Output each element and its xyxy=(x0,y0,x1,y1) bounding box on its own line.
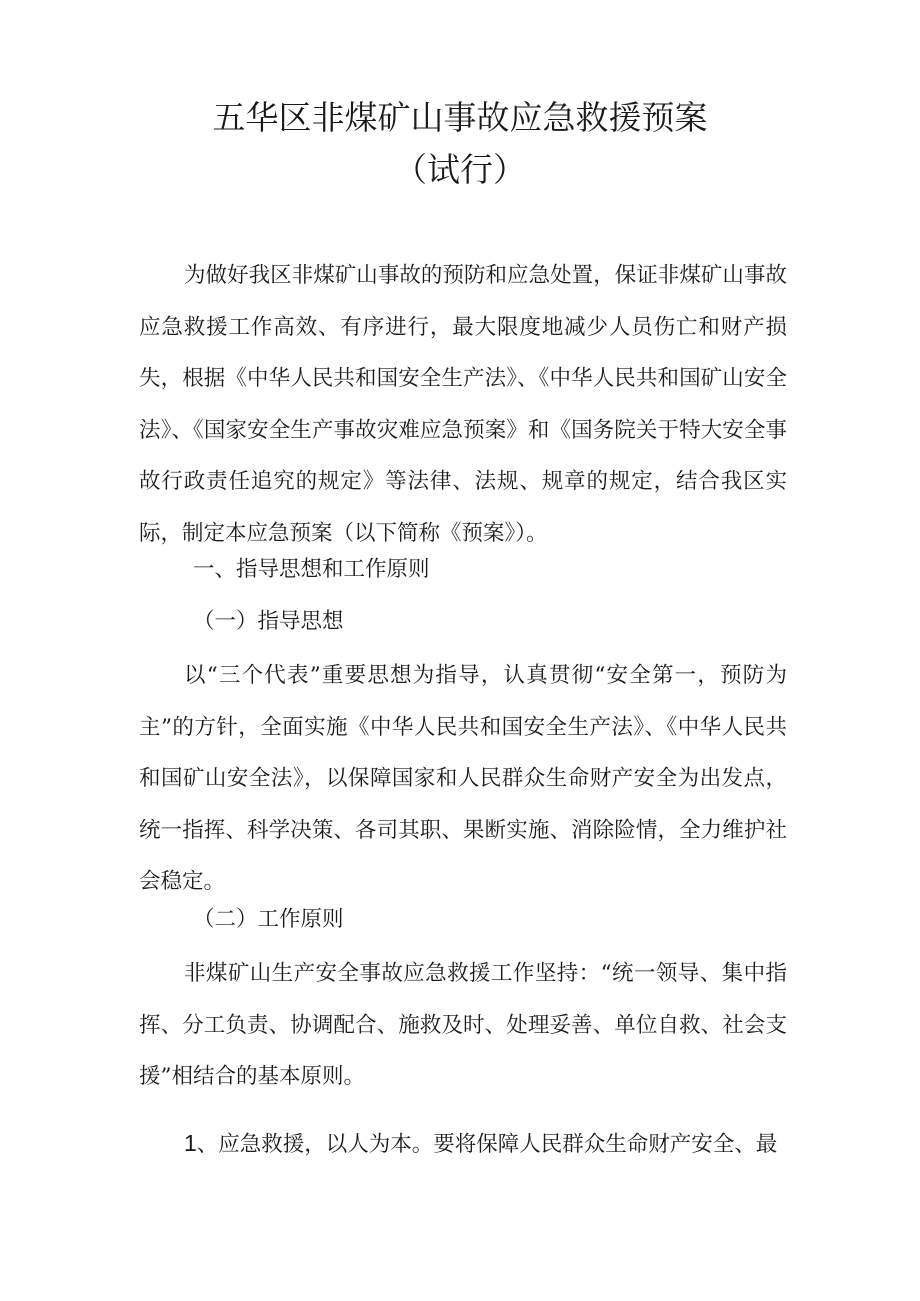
document-title: 五华区非煤矿山事故应急救援预案 xyxy=(212,98,708,137)
principle-item-1-text: 、应急救援，以人为本。要将保障人民群众生命财产安全、最 xyxy=(196,1132,778,1157)
intro-paragraph: 为做好我区非煤矿山事故的预防和应急处置，保证非煤矿山事故应急救援工作高效、有序进行，最大限度地减少人员伤亡和财产损失，根据《中华人民共和国安全生产法》、《中华人民共和国矿山安全法》、《国家安全生产事故灾难应急预案》和《国务院关于特大安全事故行政责任追究的规定》等法律、法规、规章的规定，结合我区实际，制定本应急预案（以下简称《预案》）。 xyxy=(139,263,787,546)
principle-item-1 xyxy=(139,1118,787,1171)
section-heading-guiding-principles: 一、指导思想和工作原则 xyxy=(193,557,430,582)
guiding-ideology-paragraph: 以“三个代表”重要思想为指导，认真贯彻“安全第一，预防为主”的方针，全面实施《中华人民共和国安全生产法》、《中华人民共和国矿山安全法》，以保障国家和人民群众生命财产安全为出发点，统一指挥、科学决策、各司其职、果断实施、消除险情，全力维护社会稳定。 xyxy=(139,663,787,894)
subsection-heading-work-principles: （二）工作原则 xyxy=(193,907,344,932)
principle-item-1-number: 1 xyxy=(184,1130,197,1156)
document-subtitle: （试行） xyxy=(394,150,526,189)
work-principles-paragraph: 非煤矿山生产安全事故应急救援工作坚持：“统一领导、集中指挥、分工负责、协调配合、施救及时、处理妥善、单位自救、社会支援”相结合的基本原则。 xyxy=(139,961,787,1089)
subsection-heading-guiding-ideology: （一）指导思想 xyxy=(193,609,344,634)
